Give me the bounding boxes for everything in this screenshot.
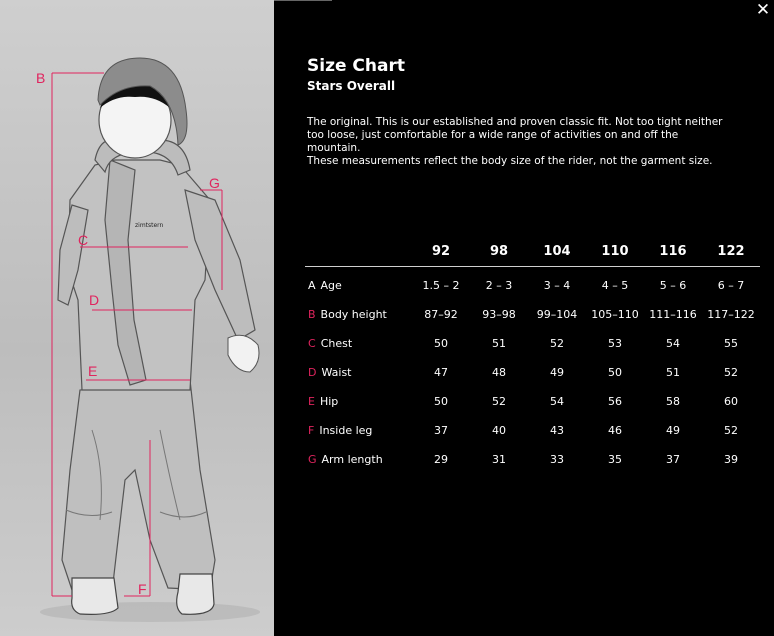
row-label-text: Arm length [321,453,383,466]
row-label [305,358,412,387]
row-label [305,445,412,474]
table-cell: 48 [492,366,506,379]
table-cell: 39 [724,453,738,466]
table-cell: 52 [550,337,564,350]
table-cell: 46 [608,424,622,437]
marker-e: E [88,363,98,379]
table-cell: 37 [666,453,680,466]
table-cell: 87–92 [424,308,458,321]
product-subtitle: Stars Overall [307,79,396,93]
row-label [305,267,412,301]
table-cell: 6 – 7 [717,279,745,292]
close-icon[interactable]: ✕ [755,0,771,20]
label-header-cell [305,236,412,267]
table-cell: 49 [666,424,680,437]
size-header-cell: 116 [644,236,702,267]
row-label [305,329,412,358]
size-header-row [305,236,760,267]
table-cell: 56 [608,395,622,408]
row-label-text: Hip [319,395,339,408]
table-cell: 47 [434,366,448,379]
table-cell: 111–116 [649,308,697,321]
row-label-text: Inside leg [319,424,373,437]
table-cell: 50 [434,395,448,408]
table-cell: 5 – 6 [659,279,687,292]
row-letter: A [308,279,316,292]
marker-d: D [89,292,100,308]
size-header-cell: 122 [702,236,760,267]
table-cell: 93–98 [482,308,516,321]
table-cell: 43 [550,424,564,437]
marker-c: C [78,232,89,248]
size-header-cell: 110 [586,236,644,267]
table-cell: 2 – 3 [485,279,513,292]
row-label [305,416,412,445]
table-cell: 50 [608,366,622,379]
table-cell: 1.5 – 2 [422,279,460,292]
table-row [305,416,760,445]
size-header-cell: 98 [470,236,528,267]
row-label-text: Body height [320,308,387,321]
table-cell: 54 [550,395,564,408]
top-divider [274,0,332,1]
table-cell: 29 [434,453,448,466]
row-letter: F [308,424,315,437]
size-header-cell: 104 [528,236,586,267]
row-letter: E [308,395,315,408]
table-cell: 52 [492,395,506,408]
description-paragraph: The original. This is our established and proven classic fit. Not too tight neither too loose, just comfortable for a wide range of activities on and off the mountain. [307,116,723,154]
table-cell: 31 [492,453,506,466]
page-title: Size Chart [307,56,405,76]
row-label [305,387,412,416]
table-cell: 3 – 4 [543,279,571,292]
row-letter: C [308,337,316,350]
row-label-text: Chest [320,337,353,350]
table-row [305,267,760,301]
table-cell: 53 [608,337,622,350]
table-cell: 117–122 [707,308,755,321]
table-row [305,445,760,474]
table-cell: 58 [666,395,680,408]
figure-panel [0,0,274,636]
description-paragraph: These measurements reflect the body size of the rider, not the garment size. [307,155,713,167]
row-label-text: Age [320,279,342,292]
table-cell: 50 [434,337,448,350]
marker-g: G [209,175,220,191]
table-cell: 55 [724,337,738,350]
row-letter: G [308,453,317,466]
table-cell: 35 [608,453,622,466]
marker-f: F [138,581,147,597]
table-cell: 37 [434,424,448,437]
table-row [305,329,760,358]
table-cell: 40 [492,424,506,437]
size-header-cell: 92 [412,236,470,267]
table-row [305,300,760,329]
row-label-text: Waist [321,366,352,379]
row-letter: B [308,308,316,321]
table-cell: 60 [724,395,738,408]
fit-description [307,116,727,168]
table-cell: 52 [724,424,738,437]
table-cell: 49 [550,366,564,379]
marker-b: B [36,70,46,86]
row-letter: D [308,366,317,379]
kid-figure-illustration [0,0,274,636]
table-cell: 51 [666,366,680,379]
table-cell: 51 [492,337,506,350]
table-cell: 99–104 [536,308,578,321]
table-cell: 54 [666,337,680,350]
size-table [305,236,760,474]
table-row [305,387,760,416]
table-row [305,358,760,387]
table-cell: 105–110 [591,308,639,321]
suit-brand-label: zimtstern [135,222,164,229]
table-cell: 4 – 5 [601,279,629,292]
row-label [305,300,412,329]
table-cell: 52 [724,366,738,379]
table-cell: 33 [550,453,564,466]
